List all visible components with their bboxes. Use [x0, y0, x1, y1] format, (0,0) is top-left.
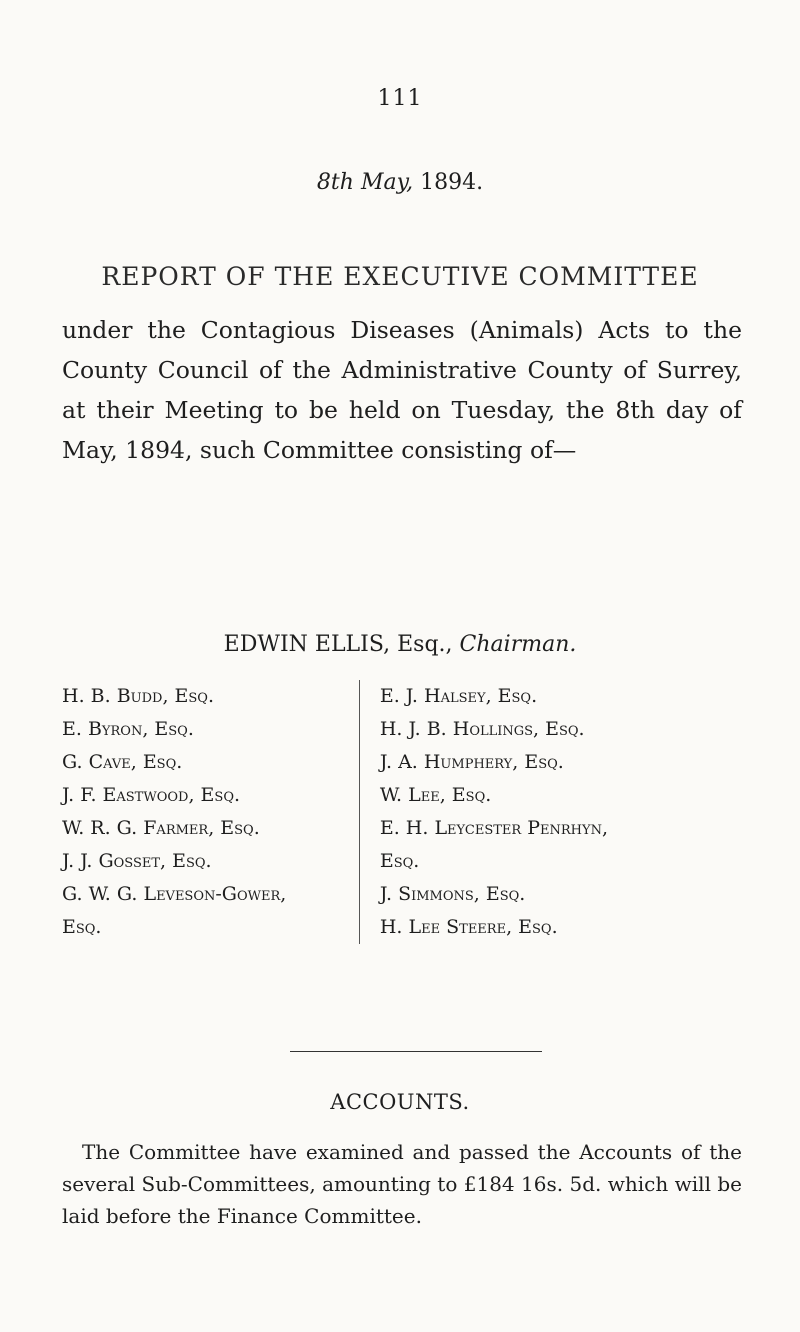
member-entry: E. H. Leycester Penrhyn, Esq.	[379, 817, 609, 872]
member-entry: J. F. Eastwood, Esq.	[62, 784, 241, 806]
report-heading: REPORT OF THE EXECUTIVE COMMITTEE	[101, 262, 699, 291]
members-left-column	[62, 680, 329, 944]
chairman-name: EDWIN ELLIS, Esq.,	[223, 632, 453, 657]
report-body: under the Contagious Diseases (Animals) Acts to the County Council of the Administrative County of Surrey, at their Meeting to be held on Tuesday, the 8th day of May, 1894, such Committee consisting of—	[62, 316, 742, 464]
member-entry: W. Lee, Esq.	[379, 784, 492, 806]
chairman-line	[0, 632, 800, 657]
member-entry: E. J. Halsey, Esq.	[379, 685, 538, 707]
member-entry: E. Byron, Esq.	[62, 718, 194, 740]
member-entry: W. R. G. Farmer, Esq.	[62, 817, 260, 839]
page-number: 111	[377, 86, 423, 111]
committee-members	[62, 680, 742, 944]
member-entry: G. W. G. Leveson-Gower, Esq.	[62, 883, 287, 938]
date-line	[0, 170, 800, 195]
member-entry: H. Lee Steere, Esq.	[379, 916, 558, 938]
member-entry: J. Simmons, Esq.	[379, 883, 526, 905]
date-month: May,	[360, 170, 414, 195]
date-year: 1894.	[420, 170, 484, 195]
chairman-title: Chairman.	[459, 632, 577, 657]
member-entry: J. A. Humphery, Esq.	[379, 751, 564, 773]
accounts-body: The Committee have examined and passed the Accounts of the several Sub-Committees, amounting to £184 16s. 5d. which will be laid before the Finance Committee.	[62, 1140, 742, 1228]
accounts-heading: ACCOUNTS.	[330, 1090, 470, 1114]
section-divider	[290, 1051, 542, 1052]
members-right-column	[359, 680, 742, 944]
member-entry: H. J. B. Hollings, Esq.	[379, 718, 585, 740]
member-entry: G. Cave, Esq.	[62, 751, 183, 773]
member-entry: H. B. Budd, Esq.	[62, 685, 215, 707]
member-entry: J. J. Gosset, Esq.	[62, 850, 212, 872]
date-day: 8th	[316, 170, 354, 195]
